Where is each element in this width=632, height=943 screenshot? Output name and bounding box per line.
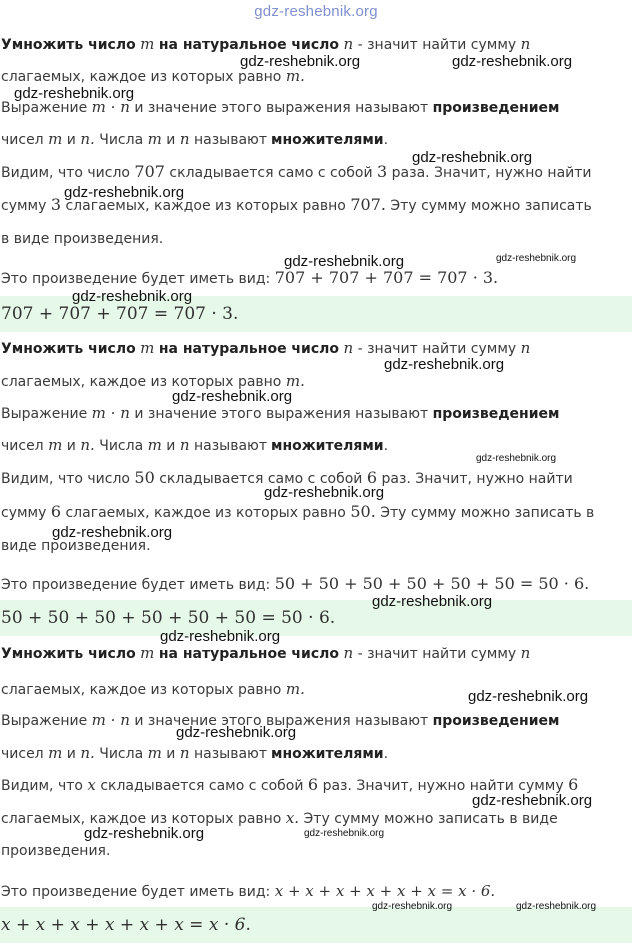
reasoning-text: раза. Значит, нужно найти: [391, 165, 592, 181]
product-line: [1, 882, 495, 901]
rule-text: слагаемых, каждое из которых равно: [1, 69, 282, 85]
watermark: gdz-reshebnik.org: [72, 288, 193, 305]
reasoning-line-3: произведения.: [1, 843, 111, 859]
expr-text: Выражение: [1, 406, 88, 422]
watermark: gdz-reshebnik.org: [64, 184, 185, 201]
factors-line: [1, 436, 388, 455]
product-line: [1, 269, 498, 288]
number-value: 707.: [350, 195, 386, 214]
expr-formula: m · n: [91, 711, 130, 729]
var-n: n: [520, 644, 531, 662]
product-intro: Это произведение будет иметь вид:: [1, 884, 271, 900]
watermark: gdz-reshebnik.org: [472, 792, 593, 809]
product-formula: 707 + 707 + 707 = 707 · 3.: [274, 268, 499, 287]
watermark: gdz-reshebnik.org: [468, 688, 589, 705]
rule-text: - значит найти сумму: [357, 646, 517, 662]
factors-line: [1, 130, 388, 149]
count-value: 6: [50, 502, 62, 521]
factors-text: и: [66, 438, 76, 454]
watermark: gdz-reshebnik.org: [172, 388, 293, 405]
reasoning-text: сумму: [1, 505, 47, 521]
rule-definition-line-1: [1, 35, 530, 54]
var-m: m: [140, 35, 155, 53]
watermark: gdz-reshebnik.org: [412, 149, 533, 166]
var-n: n.: [80, 744, 95, 762]
expr-text: и значение этого выражения называют: [134, 713, 429, 729]
factors-text: и: [66, 746, 76, 762]
factors-text: Числа: [99, 438, 144, 454]
reasoning-text: сумму: [1, 198, 47, 214]
term-product: произведением: [432, 713, 560, 729]
watermark: gdz-reshebnik.org: [384, 356, 505, 373]
factors-text: чисел: [1, 438, 44, 454]
reasoning-text: складывается само с собой: [169, 165, 373, 181]
number-value: 50.: [350, 502, 376, 521]
reasoning-text: складывается само с собой: [159, 471, 363, 487]
product-line: [1, 575, 589, 594]
product-formula: x + x + x + x + x + x = x · 6.: [274, 882, 496, 900]
expr-formula: m · n: [91, 404, 130, 422]
watermark: gdz-reshebnik.org: [372, 901, 453, 912]
expr-text: Выражение: [1, 713, 88, 729]
number-value: 50: [134, 468, 155, 487]
factors-text: и: [166, 132, 176, 148]
var-n: n: [179, 744, 190, 762]
var-n: n.: [80, 436, 95, 454]
factors-text: Числа: [99, 132, 144, 148]
reasoning-line-3: в виде произведения.: [1, 231, 164, 247]
var-n: n: [343, 35, 354, 53]
reasoning-line-2: [1, 503, 594, 522]
watermark: gdz-reshebnik.org: [176, 724, 297, 741]
rule-bold-text: на натуральное число: [158, 646, 340, 662]
product-intro: Это произведение будет иметь вид:: [1, 271, 271, 287]
answer-formula: 50 + 50 + 50 + 50 + 50 + 50 = 50 · 6.: [1, 608, 336, 628]
watermark: gdz-reshebnik.org: [372, 593, 493, 610]
number-value: 707: [134, 162, 165, 181]
rule-bold-text: на натуральное число: [158, 341, 340, 357]
factors-text: чисел: [1, 746, 44, 762]
factors-text: называют: [193, 746, 267, 762]
rule-text: слагаемых, каждое из которых равно: [1, 682, 282, 698]
count-value: 3: [50, 195, 62, 214]
factors-text: называют: [193, 132, 267, 148]
answer-formula: 707 + 707 + 707 = 707 · 3.: [1, 304, 239, 324]
var-m: m: [48, 744, 63, 762]
term-factors: множителями: [271, 746, 384, 762]
rule-bold-text: на натуральное число: [158, 37, 340, 53]
watermark: gdz-reshebnik.org: [452, 53, 573, 70]
rule-bold-text: Умножить число: [1, 341, 136, 357]
reasoning-text: Видим, что: [1, 778, 83, 794]
var-n: n: [343, 339, 354, 357]
watermark: gdz-reshebnik.org: [264, 484, 385, 501]
var-n: n: [179, 130, 190, 148]
watermark: gdz-reshebnik.org: [240, 53, 361, 70]
var-m: m: [147, 130, 162, 148]
var-n: n: [179, 436, 190, 454]
expression-line: [1, 404, 559, 423]
solution-section-1: [0, 0, 632, 330]
expr-text: и значение этого выражения называют: [134, 100, 429, 116]
watermark: gdz-reshebnik.org: [516, 901, 597, 912]
watermark: gdz-reshebnik.org: [304, 828, 385, 839]
var-m: m: [147, 744, 162, 762]
var-m: m: [140, 644, 155, 662]
rule-text: - значит найти сумму: [357, 37, 517, 53]
watermark: gdz-reshebnik.org: [52, 524, 173, 541]
answer-box-2: [0, 600, 632, 636]
expr-text: Выражение: [1, 100, 88, 116]
count-value: 6: [366, 468, 378, 487]
factors-text: Числа: [99, 746, 144, 762]
rule-text: - значит найти сумму: [357, 341, 517, 357]
factors-text: и: [166, 438, 176, 454]
reasoning-text: складывается само с собой: [100, 778, 304, 794]
reasoning-text: слагаемых, каждое из которых равно: [65, 505, 346, 521]
factors-text: чисел: [1, 132, 44, 148]
product-intro: Это произведение будет иметь вид:: [1, 577, 271, 593]
factors-text: и: [166, 746, 176, 762]
var-n: n: [343, 644, 354, 662]
solution-section-2: [0, 332, 632, 632]
reasoning-text: слагаемых, каждое из которых равно: [1, 811, 282, 827]
watermark: gdz-reshebnik.org: [496, 253, 577, 264]
var-m: m: [48, 436, 63, 454]
var-m: m: [140, 339, 155, 357]
rule-bold-text: Умножить число: [1, 646, 136, 662]
count-value: 6: [568, 775, 579, 794]
var-n: n: [520, 35, 531, 53]
term-product: произведением: [432, 100, 560, 116]
term-factors: множителями: [271, 132, 384, 148]
count-value: 6: [307, 775, 319, 794]
factors-text: и: [66, 132, 76, 148]
var-n: n.: [80, 130, 95, 148]
factors-text: .: [383, 746, 389, 762]
reasoning-text: Видим, что число: [1, 471, 130, 487]
var-n: n: [520, 339, 531, 357]
var-m: m.: [285, 372, 305, 390]
factors-text: .: [383, 132, 389, 148]
answer-formula: x + x + x + x + x + x = x · 6.: [1, 915, 251, 935]
solution-section-3: [0, 636, 632, 906]
watermark: gdz-reshebnik.org: [14, 85, 135, 102]
factors-text: .: [383, 438, 389, 454]
expr-formula: m · n: [91, 98, 130, 116]
watermark: gdz-reshebnik.org: [476, 453, 557, 464]
product-formula: 50 + 50 + 50 + 50 + 50 + 50 = 50 · 6.: [274, 574, 590, 593]
reasoning-text: раз. Значит, нужно найти: [381, 471, 573, 487]
reasoning-text: раз. Значит, нужно найти сумму: [322, 778, 564, 794]
watermark: gdz-reshebnik.org: [160, 628, 281, 645]
factors-text: называют: [193, 438, 267, 454]
reasoning-text: слагаемых, каждое из которых равно: [65, 198, 346, 214]
reasoning-text: Видим, что число: [1, 165, 130, 181]
term-product: произведением: [432, 406, 560, 422]
var-x: x: [87, 776, 96, 794]
count-value: 3: [377, 162, 388, 181]
watermark: gdz-reshebnik.org: [84, 825, 205, 842]
reasoning-text: Эту сумму можно записать: [390, 198, 592, 214]
term-factors: множителями: [271, 438, 384, 454]
rule-definition-line-2: [1, 680, 305, 699]
rule-definition-line-1: [1, 644, 530, 663]
site-header-watermark[interactable]: gdz-reshebnik.org: [254, 3, 378, 20]
var-m: m.: [285, 680, 305, 698]
watermark: gdz-reshebnik.org: [284, 253, 405, 270]
rule-bold-text: Умножить число: [1, 37, 136, 53]
reasoning-text: Эту сумму можно записать в: [380, 505, 595, 521]
factors-line: [1, 744, 388, 763]
reasoning-text: Эту сумму можно записать в виде: [303, 811, 558, 827]
rule-text: слагаемых, каждое из которых равно: [1, 374, 282, 390]
var-x: x.: [285, 809, 300, 827]
reasoning-line-3: виде произведения.: [1, 538, 151, 554]
var-m: m.: [285, 67, 305, 85]
var-m: m: [48, 130, 63, 148]
expr-text: и значение этого выражения называют: [134, 406, 429, 422]
var-m: m: [147, 436, 162, 454]
